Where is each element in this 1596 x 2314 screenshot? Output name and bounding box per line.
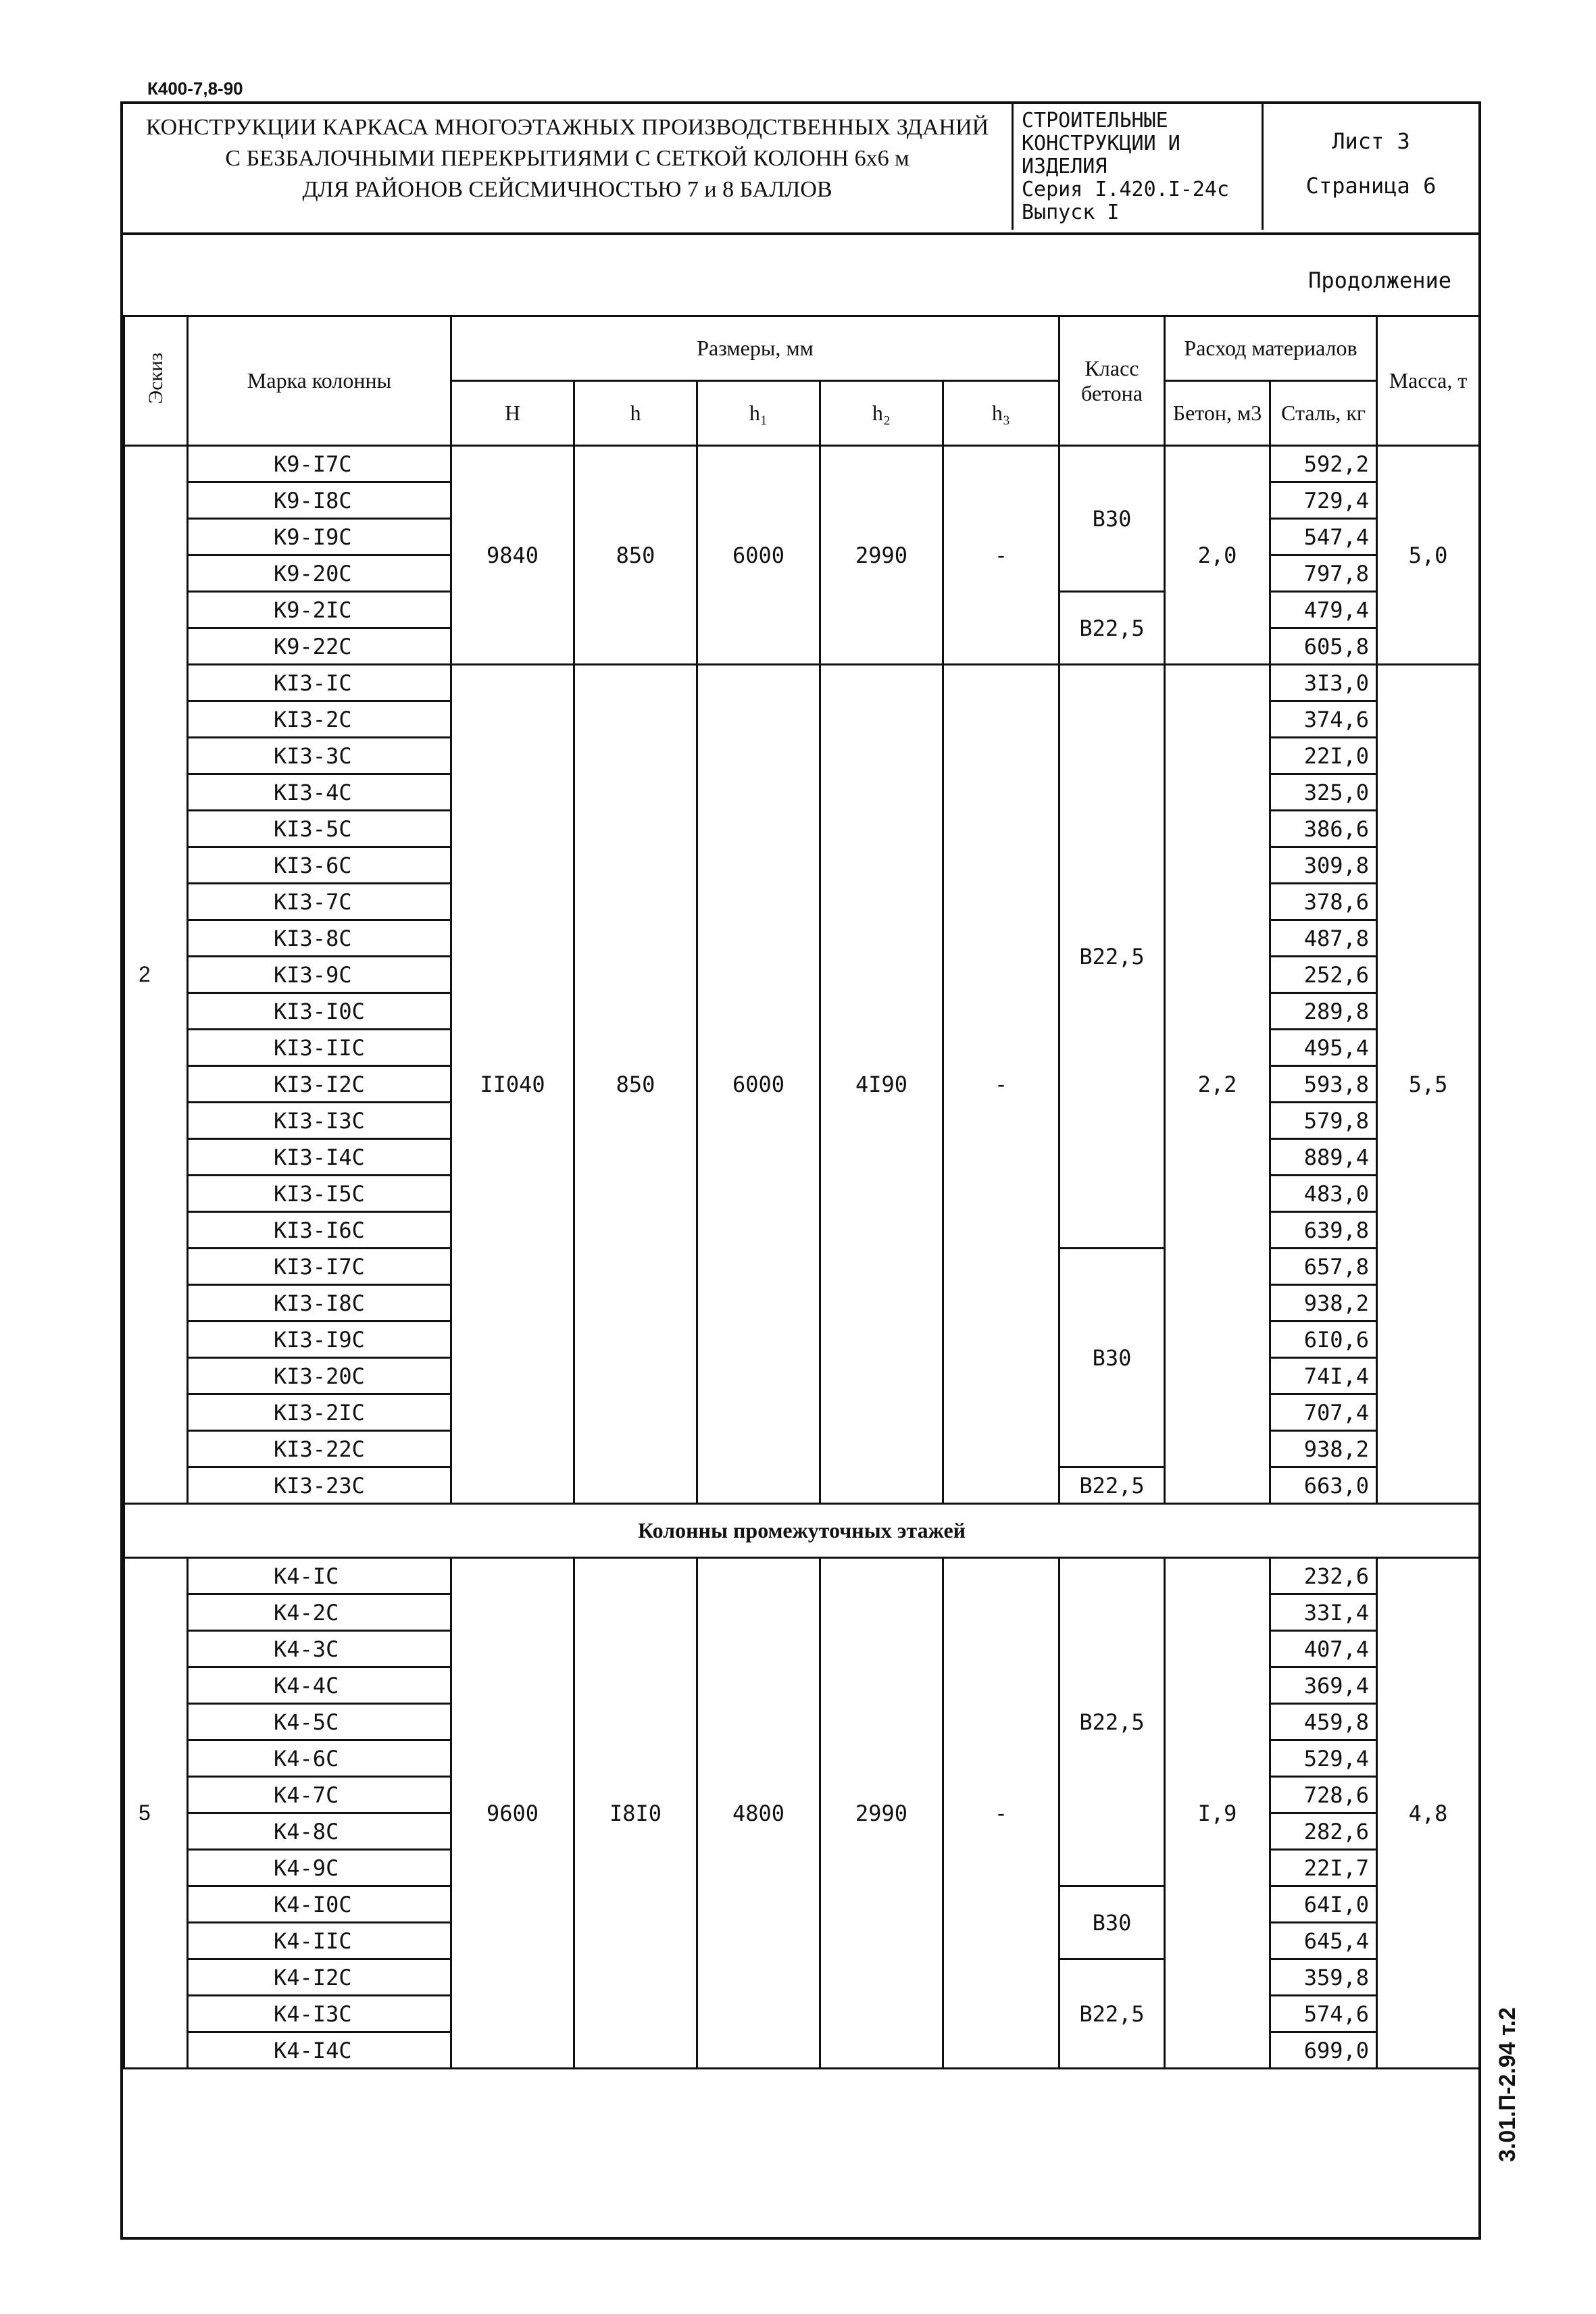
header-h3: h₃ bbox=[943, 381, 1059, 446]
steel-mass: 22I,7 bbox=[1270, 1850, 1377, 1886]
steel-mass: 6I0,6 bbox=[1270, 1322, 1377, 1358]
column-mark: КI3-22С bbox=[188, 1431, 451, 1467]
column-mark: КI3-2IС bbox=[188, 1394, 451, 1431]
size-H: 9600 bbox=[451, 1558, 574, 2069]
column-mark: К9-20С bbox=[188, 555, 451, 592]
size-h2: 2990 bbox=[820, 1558, 943, 2069]
column-mark: КI3-5С bbox=[188, 811, 451, 847]
steel-mass: 282,6 bbox=[1270, 1813, 1377, 1850]
column-mark: К9-2IС bbox=[188, 592, 451, 628]
steel-mass: 22I,0 bbox=[1270, 738, 1377, 774]
column-mark: КI3-I7С bbox=[188, 1249, 451, 1285]
scheme-number: 5 bbox=[124, 1558, 188, 2069]
column-mark: К4-8С bbox=[188, 1813, 451, 1850]
series-line: КОНСТРУКЦИИ И bbox=[1022, 132, 1180, 155]
concrete-class: В30 bbox=[1059, 1886, 1165, 1959]
column-mark: К9-22С bbox=[188, 628, 451, 665]
column-mark: КI3-I5С bbox=[188, 1176, 451, 1212]
column-mark: К4-IС bbox=[188, 1558, 451, 1594]
column-mark: КI3-I2С bbox=[188, 1066, 451, 1103]
column-mark: К4-IIС bbox=[188, 1923, 451, 1959]
column-mark: КI3-I8С bbox=[188, 1285, 451, 1322]
steel-mass: 386,6 bbox=[1270, 811, 1377, 847]
steel-mass: 663,0 bbox=[1270, 1467, 1377, 1504]
series-line: Серия I.420.I-24с bbox=[1022, 178, 1230, 201]
steel-mass: 547,4 bbox=[1270, 519, 1377, 555]
steel-mass: 33I,4 bbox=[1270, 1594, 1377, 1631]
scheme-number: 2 bbox=[124, 446, 188, 1504]
column-mark: КI3-I3С bbox=[188, 1103, 451, 1139]
continuation-label: Продолжение bbox=[1308, 268, 1451, 293]
size-H: II040 bbox=[451, 665, 574, 1504]
column-mark: К4-I2С bbox=[188, 1959, 451, 1996]
column-mark: К4-I0С bbox=[188, 1886, 451, 1923]
steel-mass: 325,0 bbox=[1270, 774, 1377, 811]
column-mark: КI3-I4С bbox=[188, 1139, 451, 1176]
steel-mass: 495,4 bbox=[1270, 1030, 1377, 1066]
steel-mass: 797,8 bbox=[1270, 555, 1377, 592]
steel-mass: 487,8 bbox=[1270, 920, 1377, 957]
column-mass: 4,8 bbox=[1377, 1558, 1480, 2069]
steel-mass: 889,4 bbox=[1270, 1139, 1377, 1176]
header-mass: Масса, т bbox=[1377, 316, 1480, 446]
section-row bbox=[124, 1504, 1480, 1558]
steel-mass: 574,6 bbox=[1270, 1996, 1377, 2032]
concrete-class: В22,5 bbox=[1059, 665, 1165, 1249]
steel-mass: 378,6 bbox=[1270, 884, 1377, 920]
concrete-volume: I,9 bbox=[1165, 1558, 1270, 2069]
size-h3: - bbox=[943, 446, 1059, 665]
column-mark: К4-6С bbox=[188, 1740, 451, 1777]
concrete-class: В22,5 bbox=[1059, 1959, 1165, 2069]
column-mark: КI3-I6С bbox=[188, 1212, 451, 1249]
steel-mass: 483,0 bbox=[1270, 1176, 1377, 1212]
size-h: 850 bbox=[574, 665, 697, 1504]
title-line: С БЕЗБАЛОЧНЫМИ ПЕРЕКРЫТИЯМИ С СЕТКОЙ КОЛОНН 6х6 м bbox=[225, 146, 909, 171]
steel-mass: 529,4 bbox=[1270, 1740, 1377, 1777]
column-mark: К4-2С bbox=[188, 1594, 451, 1631]
header-h2: h₂ bbox=[820, 381, 943, 446]
column-mark: К4-I3С bbox=[188, 1996, 451, 2032]
size-h2: 2990 bbox=[820, 446, 943, 665]
title-line: ДЛЯ РАЙОНОВ СЕЙСМИЧНОСТЬЮ 7 и 8 БАЛЛОВ bbox=[302, 177, 832, 202]
size-h3: - bbox=[943, 1558, 1059, 2069]
column-mark: К4-4С bbox=[188, 1667, 451, 1704]
header-h: h bbox=[574, 381, 697, 446]
concrete-volume: 2,0 bbox=[1165, 446, 1270, 665]
size-h2: 4I90 bbox=[820, 665, 943, 1504]
size-h: I8I0 bbox=[574, 1558, 697, 2069]
column-mark: КI3-IС bbox=[188, 665, 451, 701]
document-code: К400-7,8-90 bbox=[147, 78, 243, 99]
steel-mass: 3I3,0 bbox=[1270, 665, 1377, 701]
header-consumption: Расход материалов bbox=[1165, 316, 1377, 381]
document-title bbox=[123, 104, 1014, 230]
column-mark: К9-I8С bbox=[188, 482, 451, 519]
steel-mass: 645,4 bbox=[1270, 1923, 1377, 1959]
title-line: КОНСТРУКЦИИ КАРКАСА МНОГОЭТАЖНЫХ ПРОИЗВОДСТВЕННЫХ ЗДАНИЙ bbox=[145, 115, 989, 140]
table-row bbox=[124, 665, 1480, 701]
column-mark: К4-3С bbox=[188, 1631, 451, 1667]
column-mark: КI3-9С bbox=[188, 957, 451, 993]
steel-mass: 479,4 bbox=[1270, 592, 1377, 628]
concrete-class: В22,5 bbox=[1059, 1558, 1165, 1886]
column-mark: КI3-2С bbox=[188, 701, 451, 738]
column-mark: К4-I4С bbox=[188, 2032, 451, 2069]
concrete-class: В22,5 bbox=[1059, 592, 1165, 665]
steel-mass: 459,8 bbox=[1270, 1704, 1377, 1740]
column-mark: К4-9С bbox=[188, 1850, 451, 1886]
table-row bbox=[124, 1558, 1480, 1594]
page-number: Страница 6 bbox=[1305, 173, 1437, 199]
column-mark: К4-5С bbox=[188, 1704, 451, 1740]
column-mark: КI3-6С bbox=[188, 847, 451, 884]
header-divider bbox=[123, 232, 1478, 235]
concrete-class: В30 bbox=[1059, 1249, 1165, 1467]
table-body bbox=[124, 446, 1480, 2069]
column-mark: КI3-3С bbox=[188, 738, 451, 774]
steel-mass: 728,6 bbox=[1270, 1777, 1377, 1813]
series-info bbox=[1014, 104, 1264, 230]
section-title: Колонны промежуточных этажей bbox=[124, 1504, 1480, 1558]
steel-mass: 74I,4 bbox=[1270, 1358, 1377, 1394]
steel-mass: 657,8 bbox=[1270, 1249, 1377, 1285]
steel-mass: 407,4 bbox=[1270, 1631, 1377, 1667]
steel-mass: 369,4 bbox=[1270, 1667, 1377, 1704]
column-mark: КI3-I9С bbox=[188, 1322, 451, 1358]
steel-mass: 938,2 bbox=[1270, 1431, 1377, 1467]
column-mark: К9-I9С bbox=[188, 519, 451, 555]
concrete-class: В30 bbox=[1059, 446, 1165, 592]
header-H: H bbox=[451, 381, 574, 446]
header-scheme: Эскиз bbox=[124, 316, 188, 446]
steel-mass: 232,6 bbox=[1270, 1558, 1377, 1594]
size-h1: 6000 bbox=[697, 446, 820, 665]
column-mark: КI3-7С bbox=[188, 884, 451, 920]
steel-mass: 64I,0 bbox=[1270, 1886, 1377, 1923]
column-mass: 5,5 bbox=[1377, 665, 1480, 1504]
series-line: ИЗДЕЛИЯ bbox=[1022, 155, 1107, 178]
column-mark: К4-7С bbox=[188, 1777, 451, 1813]
steel-mass: 593,8 bbox=[1270, 1066, 1377, 1103]
steel-mass: 729,4 bbox=[1270, 482, 1377, 519]
steel-mass: 309,8 bbox=[1270, 847, 1377, 884]
header-mark: Марка колонны bbox=[188, 316, 451, 446]
concrete-volume: 2,2 bbox=[1165, 665, 1270, 1504]
header-sizes: Размеры, мм bbox=[451, 316, 1059, 381]
title-block bbox=[123, 104, 1478, 232]
column-mark: КI3-IIС bbox=[188, 1030, 451, 1066]
series-line: Выпуск I bbox=[1022, 201, 1120, 224]
steel-mass: 707,4 bbox=[1270, 1394, 1377, 1431]
steel-mass: 699,0 bbox=[1270, 2032, 1377, 2069]
steel-mass: 938,2 bbox=[1270, 1285, 1377, 1322]
column-mark: КI3-I0С bbox=[188, 993, 451, 1030]
column-mark: К9-I7С bbox=[188, 446, 451, 482]
steel-mass: 374,6 bbox=[1270, 701, 1377, 738]
steel-mass: 605,8 bbox=[1270, 628, 1377, 665]
steel-mass: 579,8 bbox=[1270, 1103, 1377, 1139]
side-stamp-code: 3.01.П-2.94 т.2 bbox=[1495, 2007, 1520, 2162]
column-mark: КI3-4С bbox=[188, 774, 451, 811]
steel-mass: 592,2 bbox=[1270, 446, 1377, 482]
column-mark: КI3-20С bbox=[188, 1358, 451, 1394]
steel-mass: 639,8 bbox=[1270, 1212, 1377, 1249]
header-h1: h₁ bbox=[697, 381, 820, 446]
columns-table bbox=[123, 315, 1480, 2069]
column-mark: КI3-8С bbox=[188, 920, 451, 957]
header-concrete-m3: Бетон, м3 bbox=[1165, 381, 1270, 446]
steel-mass: 252,6 bbox=[1270, 957, 1377, 993]
header-concrete-class: Класс бетона bbox=[1059, 316, 1165, 446]
steel-mass: 289,8 bbox=[1270, 993, 1377, 1030]
concrete-class: В22,5 bbox=[1059, 1467, 1165, 1504]
series-line: СТРОИТЕЛЬНЫЕ bbox=[1022, 109, 1168, 132]
sheet-info bbox=[1264, 104, 1478, 230]
header-steel-kg: Сталь, кг bbox=[1270, 381, 1377, 446]
size-H: 9840 bbox=[451, 446, 574, 665]
table-row bbox=[124, 446, 1480, 482]
size-h1: 6000 bbox=[697, 665, 820, 1504]
steel-mass: 359,8 bbox=[1270, 1959, 1377, 1996]
size-h: 850 bbox=[574, 446, 697, 665]
column-mass: 5,0 bbox=[1377, 446, 1480, 665]
column-mark: КI3-23С bbox=[188, 1467, 451, 1504]
size-h3: - bbox=[943, 665, 1059, 1504]
size-h1: 4800 bbox=[697, 1558, 820, 2069]
sheet-number: Лист 3 bbox=[1332, 128, 1410, 154]
